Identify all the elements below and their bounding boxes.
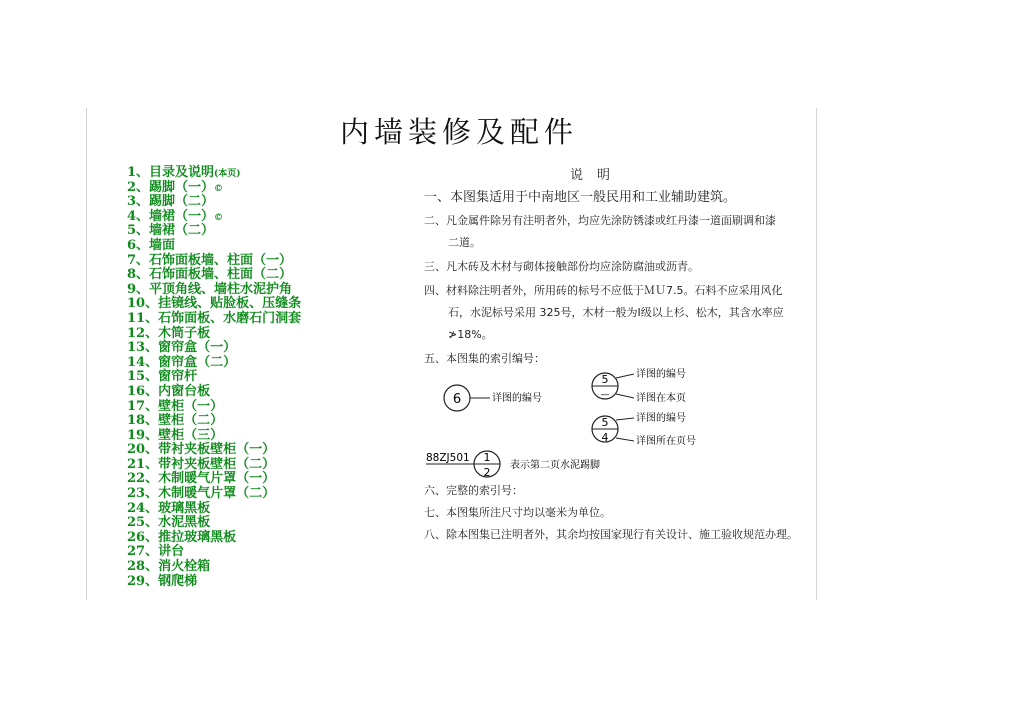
toc-item-text: 23、木制暖气片罩（二） (127, 486, 276, 502)
note-item-7: 七、本图集所注尺寸均以毫米为单位。 (424, 506, 611, 519)
toc-item-mark: © (214, 183, 224, 194)
toc-item (127, 516, 301, 531)
note-item-2-cont: 二道。 (448, 236, 481, 249)
toc-item-text: 10、挂镜线、贴脸板、压缝条 (127, 296, 302, 312)
toc-item-text: 29、钢爬梯 (127, 573, 198, 589)
toc-item (127, 254, 301, 269)
toc-item-text: 24、玻璃黑板 (127, 500, 211, 516)
table-of-contents (127, 166, 301, 589)
toc-item-text: 12、木筒子板 (127, 325, 211, 341)
toc-item-mark: © (214, 212, 224, 223)
toc-item (127, 385, 301, 400)
index-circle-other-page (592, 411, 696, 447)
toc-item-text: 16、内窗台板 (127, 383, 211, 399)
toc-item (127, 195, 301, 210)
toc-item-text: 13、窗帘盒（一） (127, 340, 237, 356)
toc-item (127, 181, 301, 196)
toc-item (127, 400, 301, 415)
circle-a-number: 6 (452, 392, 462, 407)
note-item-3: 三、凡木砖及木材与砌体接触部份均应涂防腐油或沥青。 (424, 260, 699, 273)
note-item-5: 五、本图集的索引编号： (424, 352, 545, 365)
note-item-4-cont-1: 石，水泥标号采用 325号，木材一般为Ⅰ级以上杉、松木，其含水率应 (448, 306, 784, 319)
toc-item (127, 545, 301, 560)
toc-item-text: 14、窗帘盒（二） (127, 354, 237, 370)
full-index-label: 表示第二页水泥踢脚 (510, 460, 600, 471)
toc-item-text: 3、踢脚（二） (127, 194, 215, 210)
toc-item-text: 27、讲台 (127, 544, 185, 560)
toc-item (127, 327, 301, 342)
page-title: 内墙装修及配件 (340, 115, 579, 149)
toc-item (127, 560, 301, 575)
toc-item (127, 414, 301, 429)
toc-item (127, 370, 301, 385)
circle-c-top: 5 (601, 416, 609, 429)
toc-item-text: 6、墙面 (127, 237, 176, 253)
toc-item-text: 1、目录及说明 (127, 165, 215, 180)
toc-item (127, 297, 301, 312)
circle-c-label-bottom: 详图所在页号 (636, 436, 696, 447)
full-index-code: 88ZJ501 (426, 452, 470, 464)
toc-item (127, 341, 301, 356)
circle-b-top: 5 (601, 373, 609, 386)
toc-item-text: 22、木制暖气片罩（一） (127, 471, 276, 487)
toc-item (127, 268, 301, 283)
toc-item (127, 312, 301, 327)
toc-item (127, 575, 301, 590)
toc-item-text: 11、石饰面板、水磨石门洞套 (127, 310, 302, 326)
circle-c-bottom: 4 (601, 431, 609, 444)
toc-item-text: 21、带衬夹板壁柜（二） (127, 456, 276, 472)
toc-item-text: 15、窗帘杆 (127, 369, 198, 385)
toc-item-text: 4、墙裙（一） (127, 208, 215, 224)
toc-item-text: 2、踢脚（一） (127, 179, 215, 195)
note-item-6: 六、完整的索引号： (424, 484, 523, 497)
toc-item-text: 18、壁柜（二） (127, 413, 224, 429)
circle-b-label-top: 详图的编号 (636, 369, 686, 380)
toc-item-text: 19、壁柜（三） (127, 427, 224, 443)
toc-item-text: 7、石饰面板墙、柱面（一） (127, 252, 293, 268)
toc-item-text: 9、平顶角线、墙柱水泥护角 (127, 281, 293, 297)
full-index-example (426, 451, 600, 479)
note-item-4-cont-2: ≯18%。 (448, 328, 493, 341)
toc-item-text: 20、带衬夹板壁柜（一） (127, 442, 276, 458)
full-index-bottom: 2 (483, 466, 491, 479)
toc-item-text: 26、推拉玻璃黑板 (127, 529, 237, 545)
circle-c-label-top: 详图的编号 (636, 413, 686, 424)
note-item-8: 八、除本图集已注明者外，其余均按国家现行有关设计、施工验收规范办理。 (424, 528, 798, 541)
circle-a-label: 详图的编号 (492, 393, 542, 404)
left-border-line (86, 108, 87, 600)
toc-item (127, 224, 301, 239)
note-item-2: 二、凡金属件除另有注明者外，均应先涂防锈漆或红丹漆一道面刷调和漆 (424, 214, 776, 227)
toc-item-text: 25、水泥黑板 (127, 515, 211, 531)
full-index-top: 1 (483, 451, 491, 464)
toc-item-text: 5、墙裙（二） (127, 223, 215, 239)
toc-item-text: 17、壁柜（一） (127, 398, 224, 414)
toc-item (127, 239, 301, 254)
toc-item (127, 472, 301, 487)
toc-item-text: 28、消火栓箱 (127, 559, 211, 575)
index-circle-same-page (592, 367, 686, 404)
note-item-4: 四、材料除注明者外，所用砖的标号不应低于ＭＵ7.5。石料不应采用风化 (424, 284, 783, 297)
toc-item-note: (本页) (214, 169, 241, 179)
notes-heading: 说明 (570, 168, 625, 183)
toc-item (127, 443, 301, 458)
toc-item-text: 8、石饰面板墙、柱面（二） (127, 267, 293, 283)
note-item-1: 一、本图集适用于中南地区一般民用和工业辅助建筑。 (424, 190, 737, 205)
index-circle-detail-number (444, 385, 542, 411)
right-border-line (816, 108, 817, 600)
index-number-diagram (424, 368, 804, 478)
circle-b-bottom: — (600, 390, 610, 400)
circle-b-label-bottom: 详图在本页 (636, 393, 686, 404)
toc-item (127, 487, 301, 502)
toc-item (127, 166, 301, 181)
